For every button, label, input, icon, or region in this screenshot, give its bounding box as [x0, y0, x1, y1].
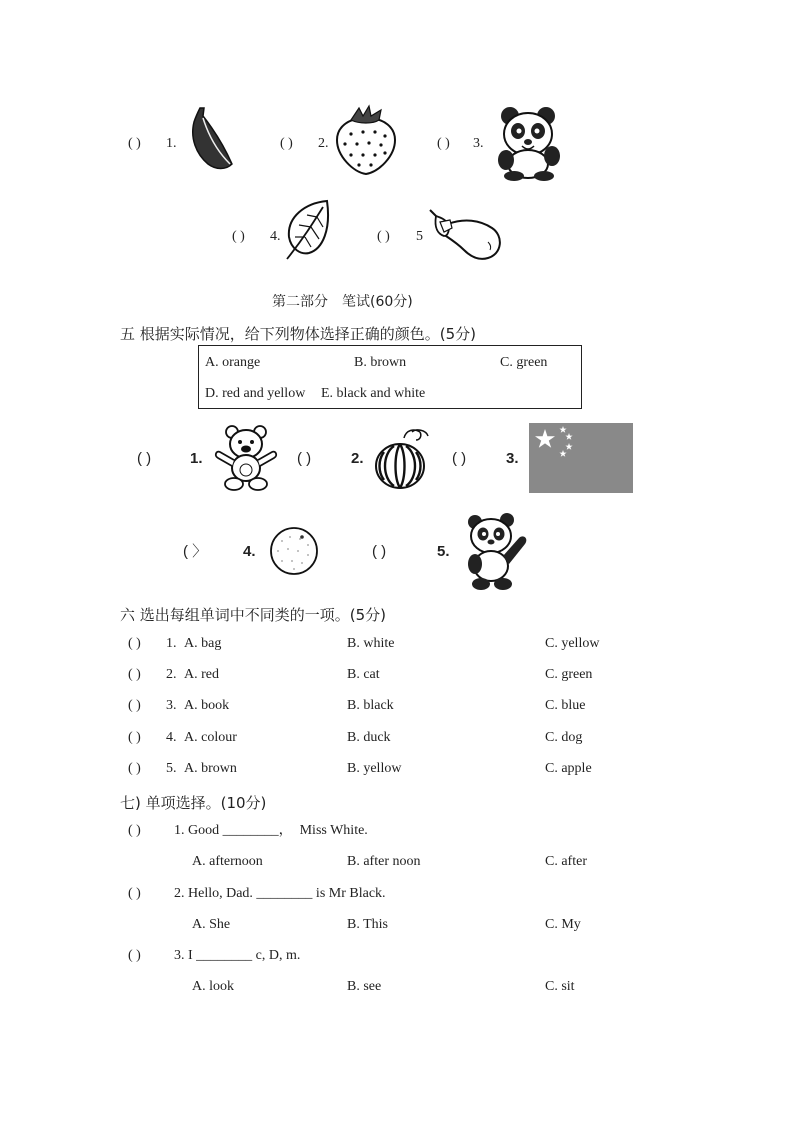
eggplant-icon [428, 206, 504, 262]
answer-paren[interactable]: ( ) [437, 136, 450, 151]
orange-icon [268, 525, 320, 577]
china-flag-icon [529, 423, 633, 493]
panda-waving-icon [463, 512, 533, 592]
answer-paren[interactable]: ( ) [372, 543, 387, 560]
option-c: C. green [545, 667, 593, 682]
option-b: B. see [347, 979, 382, 994]
option-label: D. red and yellow [205, 386, 306, 401]
answer-paren[interactable]: ( ) [128, 761, 141, 776]
answer-paren[interactable]: ( ) [377, 229, 390, 244]
answer-paren[interactable]: ( ) [137, 450, 152, 467]
question-stem: 2. Hello, Dad. ________ is Mr Black. [174, 886, 386, 901]
option-label: E. black and white [321, 386, 426, 401]
option-b: B. black [347, 698, 394, 713]
item-number: 2. [318, 136, 329, 151]
section-title: 六 选出每组单词中不同类的一项。(5分) [120, 606, 387, 624]
answer-paren[interactable]: ( ) [128, 886, 141, 901]
option-b: B. cat [347, 667, 380, 682]
option-a: A. colour [184, 730, 237, 745]
answer-paren[interactable]: ( ) [128, 136, 141, 151]
teddy-bear-icon [212, 422, 282, 492]
answer-paren[interactable]: ( ) [128, 823, 141, 838]
item-number: 1. [166, 136, 177, 151]
option-b: B. after noon [347, 854, 421, 869]
part-title: 第二部分 笔试(60分) [272, 294, 413, 310]
answer-paren[interactable]: ( ) [232, 229, 245, 244]
answer-paren[interactable]: ( ) [297, 450, 312, 467]
item-number: 2. [351, 450, 364, 467]
item-number: 3. [166, 698, 177, 713]
option-a: A. She [192, 917, 231, 932]
option-b: B. white [347, 636, 395, 651]
answer-paren[interactable]: ( ) [128, 636, 141, 651]
banana-icon [186, 106, 238, 172]
section-title: 七) 单项选择。(10分) [120, 794, 267, 812]
option-label: C. green [500, 355, 548, 370]
item-number: 4. [243, 543, 256, 560]
item-number: 4. [166, 730, 177, 745]
watermelon-icon [372, 426, 434, 490]
answer-paren[interactable]: ( ) [280, 136, 293, 151]
option-b: B. duck [347, 730, 391, 745]
leaf-icon [283, 199, 333, 261]
item-number: 1. [190, 450, 203, 467]
option-a: A. look [192, 979, 234, 994]
option-c: C. My [545, 917, 581, 932]
option-b: B. This [347, 917, 388, 932]
option-c: C. dog [545, 730, 583, 745]
item-number: 2. [166, 667, 177, 682]
answer-paren[interactable]: ( 〉 [183, 543, 208, 560]
option-a: A. brown [184, 761, 237, 776]
option-b: B. yellow [347, 761, 402, 776]
option-c: C. blue [545, 698, 586, 713]
answer-paren[interactable]: ( ) [128, 698, 141, 713]
item-number: 1. [166, 636, 177, 651]
question-stem: 1. Good ________， Miss White. [174, 823, 368, 838]
option-a: A. bag [184, 636, 222, 651]
option-a: A. red [184, 667, 219, 682]
option-c: C. sit [545, 979, 575, 994]
section-title: 五 根据实际情况，给下列物体选择正确的颜色。(5分) [120, 325, 477, 343]
strawberry-icon [333, 104, 399, 176]
option-a: A. book [184, 698, 230, 713]
option-c: C. after [545, 854, 587, 869]
option-label: B. brown [354, 355, 407, 370]
answer-paren[interactable]: ( ) [128, 948, 141, 963]
question-stem: 3. I ________ c, D, m. [174, 948, 301, 963]
item-number: 5. [166, 761, 177, 776]
item-number: 5 [416, 229, 423, 244]
option-c: C. apple [545, 761, 592, 776]
answer-paren[interactable]: ( ) [128, 667, 141, 682]
item-number: 5. [437, 543, 450, 560]
item-number: 3. [473, 136, 484, 151]
item-number: 4. [270, 229, 281, 244]
item-number: 3. [506, 450, 519, 467]
option-c: C. yellow [545, 636, 600, 651]
option-label: A. orange [205, 355, 261, 370]
panda-icon [496, 106, 564, 182]
answer-paren[interactable]: ( ) [452, 450, 467, 467]
option-a: A. afternoon [192, 854, 263, 869]
answer-paren[interactable]: ( ) [128, 730, 141, 745]
